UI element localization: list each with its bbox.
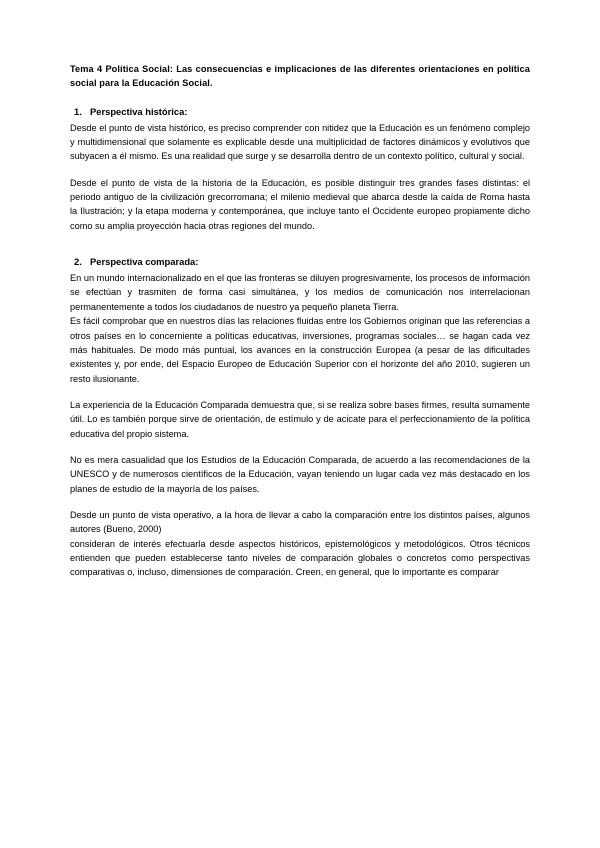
section-heading-2 <box>70 255 530 269</box>
section-number-2: 2. <box>74 256 82 268</box>
paragraph-1-2: Desde el punto de vista de la historia de la Educación, es posible distinguir tres grandes fases distintas: el periodo antiguo de la civilización grecorromana; el milenio medieval que abarca desde la caída de Roma hasta la Ilustración; y la etapa moderna y contemporánea, que incluye tanto el Occidente europeo propiamente dicho como su amplia proyección hacia otras regiones del mundo. <box>70 177 530 231</box>
section-heading-1 <box>70 105 530 119</box>
paragraph-1-1: Desde el punto de vista histórico, es preciso comprender con nitidez que la Educación es un fenómeno complejo y multidimensional que solamente es explicable desde una multiplicidad de factores dinámicos y evolutivos que subyacen a él mismo. Es una realidad que surge y se desarrolla dentro de un contexto político, cultural y social. <box>70 122 530 162</box>
section-number-1: 1. <box>74 105 82 117</box>
section-title-1: Perspectiva histórica: <box>90 105 188 117</box>
page-title: Tema 4 Política Social: Las consecuencias e implicaciones de las diferentes orientaciones en política social para la Educación Social. <box>70 64 530 89</box>
paragraph-2-4: No es mera casualidad que los Estudios de la Educación Comparada, de acuerdo a las recomendaciones de la UNESCO y de numerosos científicos de la Educación, vayan teniendo un lugar cada vez más destacado en los planes de estudio de la mayoría de los países. <box>70 454 530 494</box>
paragraph-2-1: En un mundo internacionalizado en el que las fronteras se diluyen progresivamente, los procesos de información se efectúan y trasmiten de forma casi simultánea, y los medios de comunicación nos interrelacionan permanentemente a todos los ciudadanos de nuestro ya pequeño planeta Tierra. <box>70 273 530 312</box>
paragraph-2-5: Desde un punto de vista operativo, a la hora de llevar a cabo la comparación entre los distintos países, algunos autores (Bueno, 2000) <box>70 509 530 535</box>
section-spacer <box>70 245 530 255</box>
section-title-2: Perspectiva comparada: <box>90 256 199 268</box>
paragraph-2-3: La experiencia de la Educación Comparada demuestra que, si se realiza sobre bases firmes, resulta sumamente útil. Lo es también porque sirve de orientación, de estímulo y de acicate para el perfeccionamiento de la política educativa del propio sistema. <box>70 399 530 439</box>
paragraph-2-2: Es fácil comprobar que en nuestros días las relaciones fluidas entre los Gobiernos originan que las referencias a otros países en lo concerniente a políticas educativas, inversiones, programas sociales… se hagan cada vez más habituales. De modo más puntual, los avances en la construcción Europea (a pesar de las dificultades existentes y, por ende, del Espacio Europeo de Educación Superior con el horizonte del año 2010, sugieren un resto ilusionante. <box>70 316 530 384</box>
paragraph-2-6: consideran de interés efectuarla desde aspectos históricos, epistemológicos y metodológicos. Otros técnicos entienden que pueden establecerse tanto niveles de comparación globales o concretos como perspectivas comparativas o, incluso, dimensiones de comparación. Creen, en general, que lo importante es comparar <box>70 538 530 578</box>
